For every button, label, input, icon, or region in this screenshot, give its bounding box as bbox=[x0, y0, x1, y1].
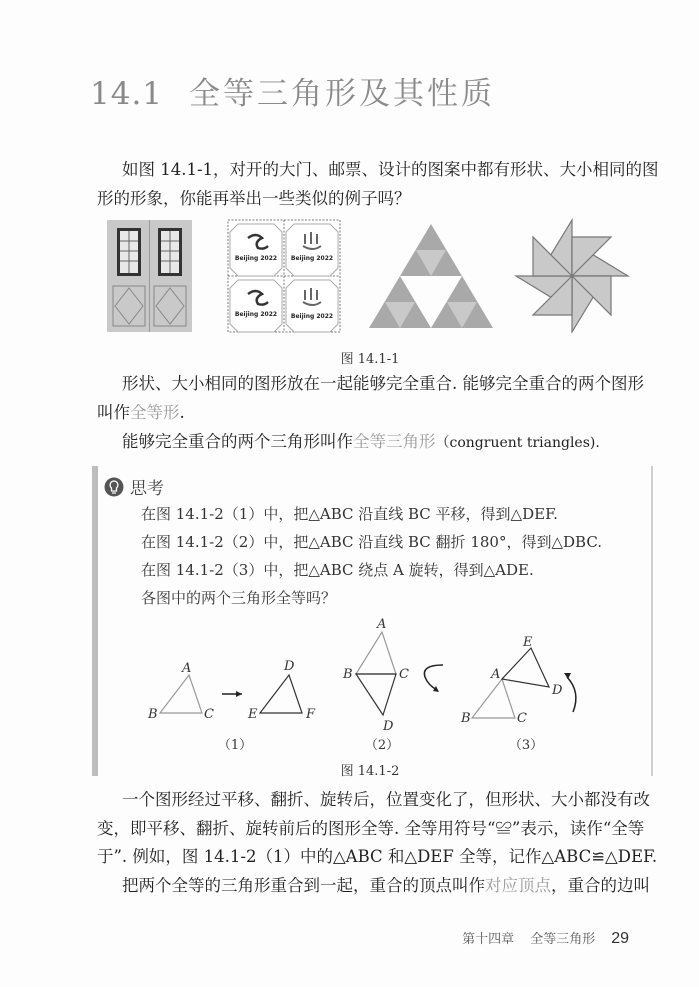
para2-line-1: 形状、大小相同的图形放在一起能够完全重合. 能够完全重合的两个图形 bbox=[122, 374, 644, 393]
svg-text:B: B bbox=[343, 667, 353, 682]
footer-chapter-title: 全等三角形 bbox=[530, 932, 596, 947]
lightbulb-icon bbox=[104, 477, 124, 497]
svg-text:E: E bbox=[248, 707, 258, 722]
arrow-right-icon bbox=[236, 691, 242, 697]
think-line-3: 在图 14.1-2（3）中，把△ABC 绕点 A 旋转，得到△ADE. bbox=[141, 561, 534, 579]
pinwheel-image bbox=[516, 220, 628, 332]
stamp-text: Beijing 2022 bbox=[290, 313, 334, 320]
svg-text:C: C bbox=[399, 667, 409, 682]
figure-14-1-2-caption: 图 14.1-2 bbox=[340, 764, 400, 779]
footer-chapter: 第十四章 bbox=[462, 932, 515, 947]
diagram-3 bbox=[460, 635, 576, 726]
double-door-image bbox=[107, 220, 192, 332]
para4-line-1: 一个图形经过平移、翻折、旋转后，位置变化了，但形状、大小都没有改 bbox=[122, 790, 650, 809]
svg-text:B: B bbox=[461, 711, 471, 726]
para2-line-2: 叫作全等形. bbox=[97, 403, 185, 422]
stamp-text: Beijing 2022 bbox=[290, 255, 334, 262]
svg-text:D: D bbox=[284, 659, 295, 674]
para3-line: 能够完全重合的两个三角形叫作全等三角形（congruent triangles). bbox=[122, 432, 600, 451]
page-footer bbox=[462, 928, 629, 948]
para4-line-2: 变，即平移、翻折、旋转前后的图形全等. 全等用符号“≌”表示，读作“全等 bbox=[97, 819, 645, 838]
think-line-2: 在图 14.1-2（2）中，把△ABC 沿直线 BC 翻折 180°，得到△DBC. bbox=[141, 533, 603, 551]
svg-text:A: A bbox=[182, 661, 192, 676]
stamp-text: Beijing 2022 bbox=[234, 311, 278, 318]
intro-line-1: 如图 14.1-1，对开的大门、邮票、设计的图案中都有形状、大小相同的图 bbox=[122, 160, 659, 179]
think-line-1: 在图 14.1-2（1）中，把△ABC 沿直线 BC 平移，得到△DEF. bbox=[141, 505, 558, 523]
olympic-stamps-image bbox=[228, 220, 340, 332]
page-number: 29 bbox=[611, 930, 629, 947]
figure-14-1-1-caption: 图 14.1-1 bbox=[340, 352, 400, 367]
sierpinski-triangle-image bbox=[369, 224, 493, 328]
svg-text:D: D bbox=[552, 683, 563, 698]
svg-text:A: A bbox=[377, 617, 387, 632]
term-congruent-triangles: 全等三角形 bbox=[353, 432, 436, 451]
section-title: 14.1 全等三角形及其性质 bbox=[90, 76, 496, 112]
figure-14-1-2 bbox=[130, 612, 610, 747]
stamp-text: Beijing 2022 bbox=[234, 255, 278, 262]
intro-line-2: 形的形象，你能再举出一些类似的例子吗？ bbox=[97, 189, 411, 208]
subcaption-3: （3） bbox=[508, 738, 544, 753]
figure-14-1-1 bbox=[105, 218, 640, 333]
think-line-4: 各图中的两个三角形全等吗？ bbox=[141, 589, 337, 607]
para4-line-3: 于”. 例如，图 14.1-2（1）中的△ABC 和△DEF 全等，记作△ABC≌△DEF. bbox=[97, 847, 658, 866]
svg-text:C: C bbox=[204, 707, 214, 722]
svg-text:C: C bbox=[517, 711, 527, 726]
diagram-1 bbox=[147, 659, 316, 722]
term-corresponding-vertices: 对应顶点 bbox=[485, 876, 551, 895]
subcaption-2: （2） bbox=[364, 738, 400, 753]
para5-line: 把两个全等的三角形重合到一起，重合的顶点叫作对应顶点，重合的边叫 bbox=[122, 876, 650, 895]
think-heading: 思考 bbox=[104, 474, 164, 499]
rotate-arrow-icon bbox=[564, 673, 571, 679]
svg-text:A: A bbox=[491, 667, 501, 682]
subcaption-1: （1） bbox=[217, 738, 253, 753]
term-congruent-figures: 全等形 bbox=[130, 403, 180, 422]
diagram-2 bbox=[342, 617, 443, 734]
svg-text:E: E bbox=[523, 635, 533, 650]
flip-arrow-icon bbox=[433, 686, 439, 692]
svg-text:B: B bbox=[148, 707, 158, 722]
svg-text:D: D bbox=[383, 719, 394, 734]
svg-text:F: F bbox=[306, 707, 316, 722]
